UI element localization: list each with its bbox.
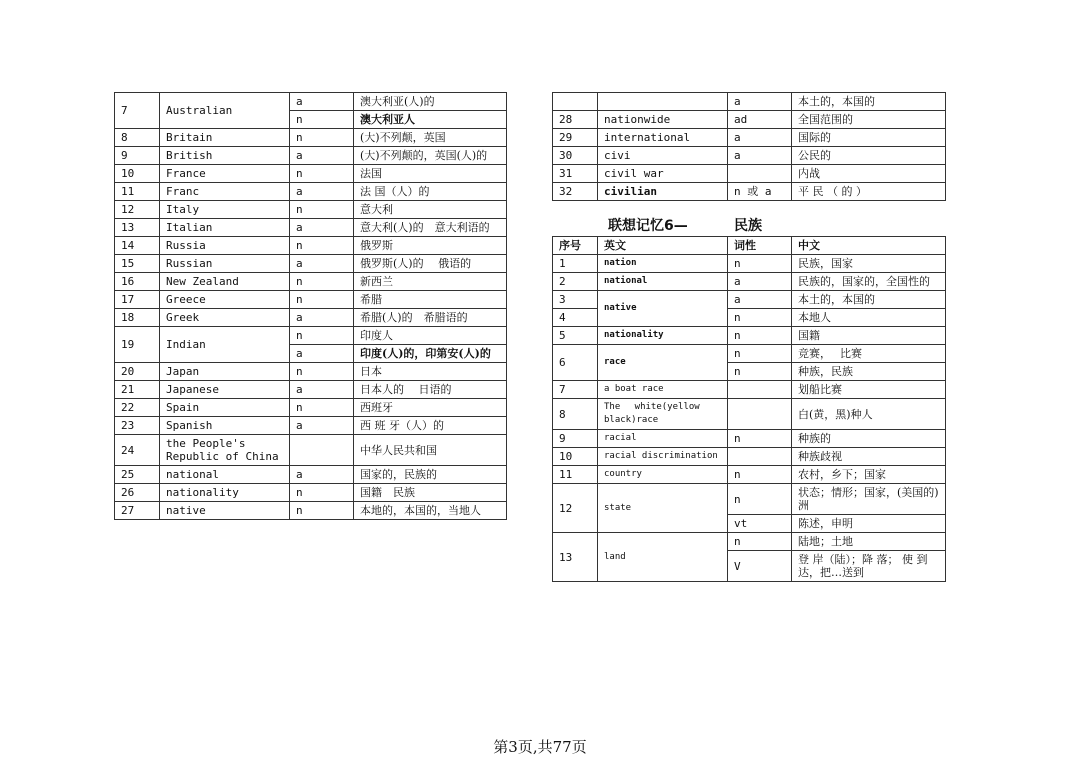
entry-word: country — [598, 466, 728, 484]
table-row — [115, 165, 507, 183]
entry-meaning: 民族，国家 — [792, 255, 946, 273]
table-row — [115, 219, 507, 237]
entry-meaning: 本土的，本国的 — [792, 93, 946, 111]
entry-meaning: 内战 — [792, 165, 946, 183]
entry-number: 3 — [553, 291, 598, 309]
entry-pos: n — [290, 165, 354, 183]
table-row — [115, 93, 507, 111]
entry-pos: n — [728, 363, 792, 381]
table-row — [553, 381, 946, 399]
entry-word: Indian — [160, 327, 290, 363]
entry-word: Greece — [160, 291, 290, 309]
entry-word: Italy — [160, 201, 290, 219]
entry-number: 15 — [115, 255, 160, 273]
table-header — [553, 237, 946, 255]
table-row — [115, 502, 507, 520]
entry-pos: a — [728, 273, 792, 291]
entry-number: 11 — [115, 183, 160, 201]
entry-word: Spain — [160, 399, 290, 417]
entry-word: Greek — [160, 309, 290, 327]
entry-meaning: 种族歧视 — [792, 448, 946, 466]
entry-word: civi — [598, 147, 728, 165]
entry-word: a boat race — [598, 381, 728, 399]
right-top-vocab-table — [552, 92, 946, 201]
entry-pos: n — [290, 399, 354, 417]
table-row — [553, 291, 946, 309]
entry-number: 10 — [553, 448, 598, 466]
table-row — [115, 183, 507, 201]
entry-meaning: 印度(人)的，印第安(人)的 — [354, 345, 507, 363]
section-title-topic: 民族 — [734, 218, 762, 234]
table-row — [553, 255, 946, 273]
entry-meaning: 西班牙 — [354, 399, 507, 417]
entry-number: 32 — [553, 183, 598, 201]
entry-meaning: 希腊 — [354, 291, 507, 309]
entry-number: 10 — [115, 165, 160, 183]
entry-number: 9 — [553, 430, 598, 448]
entry-number — [553, 93, 598, 111]
section-title-main: 联想记忆6— — [608, 218, 688, 234]
entry-pos — [728, 399, 792, 430]
entry-word: France — [160, 165, 290, 183]
entry-number: 6 — [553, 345, 598, 381]
entry-number: 11 — [553, 466, 598, 484]
entry-number: 5 — [553, 327, 598, 345]
entry-number: 20 — [115, 363, 160, 381]
entry-word: Spanish — [160, 417, 290, 435]
entry-number: 12 — [553, 484, 598, 533]
entry-number: 21 — [115, 381, 160, 399]
entry-number: 8 — [553, 399, 598, 430]
entry-meaning: (大)不列颠的，英国(人)的 — [354, 147, 507, 165]
table-row — [115, 273, 507, 291]
entry-pos: n — [290, 237, 354, 255]
entry-word: The white(yellow black)race — [598, 399, 728, 430]
entry-meaning: 白(黄，黑)种人 — [792, 399, 946, 430]
entry-pos: n — [728, 430, 792, 448]
table-row — [553, 399, 946, 430]
entry-word: nationality — [598, 327, 728, 345]
entry-pos: a — [290, 147, 354, 165]
entry-meaning: 日本人的 日语的 — [354, 381, 507, 399]
table-row — [115, 417, 507, 435]
entry-meaning: 国际的 — [792, 129, 946, 147]
table-row — [115, 327, 507, 345]
entry-pos: n — [290, 327, 354, 345]
entry-word: racial — [598, 430, 728, 448]
entry-pos: a — [728, 291, 792, 309]
entry-number: 22 — [115, 399, 160, 417]
entry-word: land — [598, 533, 728, 582]
entry-meaning: 平 民 （ 的 ） — [792, 183, 946, 201]
entry-meaning: 登 岸（陆）；降 落； 使 到达，把…送到 — [792, 551, 946, 582]
entry-word: race — [598, 345, 728, 381]
entry-pos: n — [728, 327, 792, 345]
entry-meaning: 俄罗斯(人)的 俄语的 — [354, 255, 507, 273]
entry-pos: n — [290, 111, 354, 129]
entry-meaning: 希腊(人)的 希腊语的 — [354, 309, 507, 327]
table-row — [115, 399, 507, 417]
entry-pos: n — [290, 363, 354, 381]
entry-word: international — [598, 129, 728, 147]
table-row — [553, 345, 946, 363]
entry-pos: n — [290, 502, 354, 520]
entry-pos: a — [728, 93, 792, 111]
table-row — [553, 165, 946, 183]
entry-word: nationwide — [598, 111, 728, 129]
entry-word: Russia — [160, 237, 290, 255]
header-cell-chinese: 中文 — [792, 237, 946, 255]
entry-meaning: 日本 — [354, 363, 507, 381]
table-row — [553, 448, 946, 466]
entry-pos: ad — [728, 111, 792, 129]
entry-pos: n — [728, 255, 792, 273]
entry-number: 28 — [553, 111, 598, 129]
entry-number: 18 — [115, 309, 160, 327]
entry-number: 26 — [115, 484, 160, 502]
entry-pos: n — [290, 484, 354, 502]
table-row — [553, 533, 946, 551]
entry-number: 19 — [115, 327, 160, 363]
entry-meaning: 竞赛， 比赛 — [792, 345, 946, 363]
entry-word: Japanese — [160, 381, 290, 399]
entry-pos: vt — [728, 515, 792, 533]
left-vocab-table — [114, 92, 507, 520]
entry-meaning: 本土的，本国的 — [792, 291, 946, 309]
table-row — [115, 255, 507, 273]
entry-number: 2 — [553, 273, 598, 291]
entry-pos: n — [290, 129, 354, 147]
entry-pos: a — [290, 417, 354, 435]
table-row — [553, 466, 946, 484]
entry-meaning: 澳大利亚人 — [354, 111, 507, 129]
entry-meaning: 公民的 — [792, 147, 946, 165]
header-cell-pos: 词性 — [728, 237, 792, 255]
table-row — [115, 309, 507, 327]
entry-word: native — [598, 291, 728, 327]
table-row — [115, 237, 507, 255]
entry-pos: n — [290, 291, 354, 309]
right-bottom-vocab-table — [552, 236, 946, 582]
table-row — [115, 435, 507, 466]
entry-number: 13 — [115, 219, 160, 237]
entry-pos — [728, 381, 792, 399]
entry-word: Franc — [160, 183, 290, 201]
entry-meaning: 全国范围的 — [792, 111, 946, 129]
entry-pos: a — [290, 183, 354, 201]
table-row — [553, 430, 946, 448]
entry-pos: a — [290, 309, 354, 327]
entry-meaning: 种族，民族 — [792, 363, 946, 381]
entry-word: national — [598, 273, 728, 291]
entry-meaning: 陆地；土地 — [792, 533, 946, 551]
entry-meaning: 印度人 — [354, 327, 507, 345]
table-row — [115, 381, 507, 399]
table-row — [115, 147, 507, 165]
header-cell-number: 序号 — [553, 237, 598, 255]
entry-word: Russian — [160, 255, 290, 273]
right-top-vocab-table-body — [553, 93, 946, 201]
entry-pos: n — [728, 345, 792, 363]
table-row — [553, 327, 946, 345]
entry-number: 27 — [115, 502, 160, 520]
entry-meaning: 国籍 民族 — [354, 484, 507, 502]
entry-word: civilian — [598, 183, 728, 201]
entry-meaning: 法国 — [354, 165, 507, 183]
entry-number: 7 — [115, 93, 160, 129]
entry-number: 9 — [115, 147, 160, 165]
entry-pos: n 或 a — [728, 183, 792, 201]
entry-pos: a — [290, 255, 354, 273]
entry-number: 4 — [553, 309, 598, 327]
table-row — [115, 466, 507, 484]
entry-meaning: 俄罗斯 — [354, 237, 507, 255]
entry-pos — [290, 435, 354, 466]
entry-number: 23 — [115, 417, 160, 435]
table-row — [115, 484, 507, 502]
entry-word: the People's Republic of China — [160, 435, 290, 466]
entry-pos: n — [728, 466, 792, 484]
entry-number: 25 — [115, 466, 160, 484]
entry-number: 12 — [115, 201, 160, 219]
entry-word: native — [160, 502, 290, 520]
entry-meaning: 本地的，本国的，当地人 — [354, 502, 507, 520]
table-row — [553, 111, 946, 129]
table-row — [115, 129, 507, 147]
entry-meaning: 澳大利亚(人)的 — [354, 93, 507, 111]
entry-pos: n — [728, 309, 792, 327]
entry-pos: V — [728, 551, 792, 582]
entry-meaning: 国籍 — [792, 327, 946, 345]
entry-word: Italian — [160, 219, 290, 237]
entry-meaning: 新西兰 — [354, 273, 507, 291]
entry-number: 24 — [115, 435, 160, 466]
entry-word: nationality — [160, 484, 290, 502]
table-row — [553, 93, 946, 111]
entry-pos: a — [728, 129, 792, 147]
entry-word: Australian — [160, 93, 290, 129]
table-row — [553, 273, 946, 291]
entry-pos: a — [290, 345, 354, 363]
entry-word — [598, 93, 728, 111]
entry-pos: n — [728, 533, 792, 551]
entry-number: 8 — [115, 129, 160, 147]
entry-number: 31 — [553, 165, 598, 183]
entry-pos: n — [290, 273, 354, 291]
header-cell-english: 英文 — [598, 237, 728, 255]
entry-word: Britain — [160, 129, 290, 147]
entry-word: British — [160, 147, 290, 165]
table-row — [553, 147, 946, 165]
entry-pos — [728, 165, 792, 183]
entry-pos: n — [290, 201, 354, 219]
entry-word: racial discrimination — [598, 448, 728, 466]
entry-meaning: 国家的，民族的 — [354, 466, 507, 484]
entry-meaning: 状态；情形；国家，(美国的)洲 — [792, 484, 946, 515]
entry-word: state — [598, 484, 728, 533]
entry-meaning: (大)不列颠，英国 — [354, 129, 507, 147]
table-row — [115, 201, 507, 219]
entry-number: 17 — [115, 291, 160, 309]
entry-pos: n — [728, 484, 792, 515]
entry-meaning: 法 国（人）的 — [354, 183, 507, 201]
table-row — [553, 129, 946, 147]
entry-meaning: 意大利(人)的 意大利语的 — [354, 219, 507, 237]
entry-number: 14 — [115, 237, 160, 255]
entry-meaning: 划船比赛 — [792, 381, 946, 399]
entry-meaning: 本地人 — [792, 309, 946, 327]
table-row — [115, 291, 507, 309]
table-row — [553, 484, 946, 515]
entry-number: 30 — [553, 147, 598, 165]
entry-meaning: 民族的，国家的，全国性的 — [792, 273, 946, 291]
entry-meaning: 意大利 — [354, 201, 507, 219]
entry-pos: a — [728, 147, 792, 165]
entry-pos: a — [290, 93, 354, 111]
entry-number: 7 — [553, 381, 598, 399]
entry-pos: a — [290, 381, 354, 399]
entry-meaning: 农村，乡下；国家 — [792, 466, 946, 484]
entry-pos: a — [290, 466, 354, 484]
entry-number: 1 — [553, 255, 598, 273]
entry-pos: a — [290, 219, 354, 237]
entry-meaning: 陈述，申明 — [792, 515, 946, 533]
entry-word: civil war — [598, 165, 728, 183]
entry-word: Japan — [160, 363, 290, 381]
table-row — [553, 183, 946, 201]
entry-pos — [728, 448, 792, 466]
right-bottom-vocab-table-body — [553, 255, 946, 582]
table-row — [115, 363, 507, 381]
entry-meaning: 中华人民共和国 — [354, 435, 507, 466]
left-vocab-table-body — [115, 93, 507, 520]
page-number: 第3页,共77页 — [493, 738, 587, 756]
entry-number: 29 — [553, 129, 598, 147]
entry-meaning: 西 班 牙（人）的 — [354, 417, 507, 435]
entry-number: 13 — [553, 533, 598, 582]
entry-word: nation — [598, 255, 728, 273]
entry-word: New Zealand — [160, 273, 290, 291]
entry-meaning: 种族的 — [792, 430, 946, 448]
header-row — [553, 237, 946, 255]
entry-word: national — [160, 466, 290, 484]
entry-number: 16 — [115, 273, 160, 291]
